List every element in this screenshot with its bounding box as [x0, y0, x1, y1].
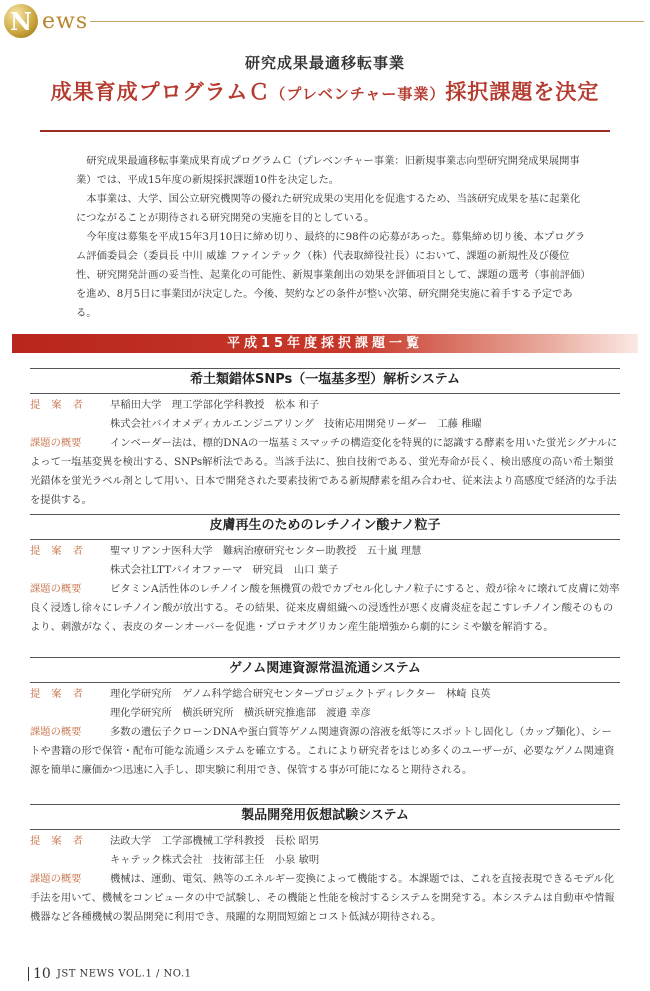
page-footer: [28, 966, 191, 982]
proposer-1: 早稲田大学 理工学部化学科教授 松本 和子: [110, 399, 320, 411]
article-headline: [0, 76, 650, 106]
intro-paragraph-1: 研究成果最適移転事業成果育成プログラムＣ（プレベンチャー事業：旧新規事業志向型研究開発成果展開事業）では、平成15年度の新規採択課題10件を決定した。: [76, 155, 580, 186]
footer-divider: [28, 967, 29, 981]
proposer-2: 株式会社バイオメディカルエンジニアリング 技術応用開発リーダー 工藤 稚曜: [110, 418, 482, 430]
magazine-issue: JST NEWS VOL.1 / NO.1: [56, 968, 192, 980]
intro-paragraph-2: 本事業は、大学、国公立研究機関等の優れた研究成果の実用化を促進するため、当該研究成果を基に起業化につながることが期待される研究開発の実施を目的としている。: [76, 193, 581, 224]
project-summary: 機械は、運動、電気、熱等のエネルギー変換によって機能する。本課題では、これを直接表現できるモデル化手法を用いて、機械をコンピュータの中で試験し、その機能と性能を検討するシステムを開発する。本システムは自動車や情報機器など各種機械の製品開発に利用でき、飛躍的な期間短縮とコスト低減が期待される。: [30, 873, 615, 923]
project-summary: インベーダー法は、標的DNAの一塩基ミスマッチの構造変化を特異的に認識する酵素を用いた蛍光シグナルによって一塩基変異を検出する、SNPs解析法である。当該手法に、独自技術である、蛍光寿命が長く、検出感度の高い希土類蛍光錯体を蛍光ラベル剤として用い、日本で開発された要素技術である新規酵素を組み合わせ、従来法より高感度で経済的な手法を提供する。: [30, 437, 618, 506]
project-title: 製品開発用仮想試験システム: [30, 804, 620, 830]
summary-label: 課題の概要: [30, 873, 82, 885]
project-3: [30, 657, 620, 787]
summary-label: 課題の概要: [30, 726, 82, 738]
headline-main: 成果育成プログラムＣ: [50, 80, 271, 104]
intro-text: [76, 152, 586, 323]
summary-label: 課題の概要: [30, 583, 82, 595]
proposer-label: 提案者: [30, 545, 94, 557]
proposer-1: 聖マリアンナ医科大学 難病治療研究センター助教授 五十嵐 理慧: [110, 545, 422, 557]
intro-paragraph-3: 今年度は募集を平成15年3月10日に締め切り、最終的に98件の応募があった。募集締め切り後、本プログラム評価委員会（委員長 中川 威雄 ファインテック（株）代表取締役社長）において、課題の新規性及び優位性、研究開発計画の妥当性、起業化の可能性、新規事業創出の効果を評価項目として、課題の選考（事前評価）を進め、8月5日に事業団が決定した。今後、契約などの条件が整い次第、研究開発実施に着手する予定である。: [76, 231, 586, 319]
proposer-1: 法政大学 工学部機械工学科教授 長松 昭男: [110, 835, 320, 847]
section-band: [12, 334, 638, 353]
news-wordmark: ews: [42, 9, 89, 34]
project-title: 皮膚再生のためのレチノイン酸ナノ粒子: [30, 514, 620, 540]
proposer-2: キャテック株式会社 技術部主任 小泉 敏明: [110, 854, 320, 866]
headline-paren: （プレベンチャー事業）: [270, 85, 446, 103]
project-summary: ビタミンA活性体のレチノイン酸を無機質の殻でカプセル化しナノ粒子にすると、殻が徐々に壊れて皮膚に効率良く浸透し徐々にレチノイン酸が放出する。その結果、従来皮膚組織への浸透性が悪く皮膚炎症を起こすレチノイン酸そのものより、刺激がなく、表皮のターンオーバーを促進・プロテオグリカン産生能増強から劇的にシミや皺を解消する。: [30, 583, 620, 633]
project-title: ゲノム関連資源常温流通システム: [30, 657, 620, 683]
proposer-label: 提案者: [30, 835, 94, 847]
proposer-label: 提案者: [30, 688, 94, 700]
news-logo-icon: N: [4, 4, 38, 38]
masthead-rule: [90, 21, 644, 22]
proposer-2: 理化学研究所 横浜研究所 横浜研究推進部 渡邉 幸彦: [110, 707, 371, 719]
project-summary: 多数の遺伝子クローンDNAや蛋白質等ゲノム関連資源の溶液を紙等にスポットし固化し（カップ麺化）、シートや書籍の形で保管・配布可能な流通システムを確立する。これにより研究者をはじめ多くのユーザーが、必要なゲノム関連資源を簡単に廉価かつ迅速に入手し、即実験に利用でき、保管する事が可能になると期待される。: [30, 726, 615, 776]
summary-label: 課題の概要: [30, 437, 82, 449]
page-number: 10: [33, 966, 51, 982]
proposer-1: 理化学研究所 ゲノム科学総合研究センタープロジェクトディレクター 林崎 良英: [110, 688, 491, 700]
headline-tail: 採択課題を決定: [445, 80, 600, 104]
article-kicker: 研究成果最適移転事業: [244, 54, 405, 72]
project-4: [30, 804, 620, 934]
headline-rule: [40, 130, 610, 132]
project-title: 希土類錯体SNPs（一塩基多型）解析システム: [30, 368, 620, 394]
proposer-2: 株式会社LTTバイオファーマ 研究員 山口 葉子: [110, 564, 339, 576]
proposer-label: 提案者: [30, 399, 94, 411]
project-2: [30, 514, 620, 644]
project-1: [30, 368, 620, 508]
section-title: 平成15年度採択課題一覧: [226, 336, 424, 351]
